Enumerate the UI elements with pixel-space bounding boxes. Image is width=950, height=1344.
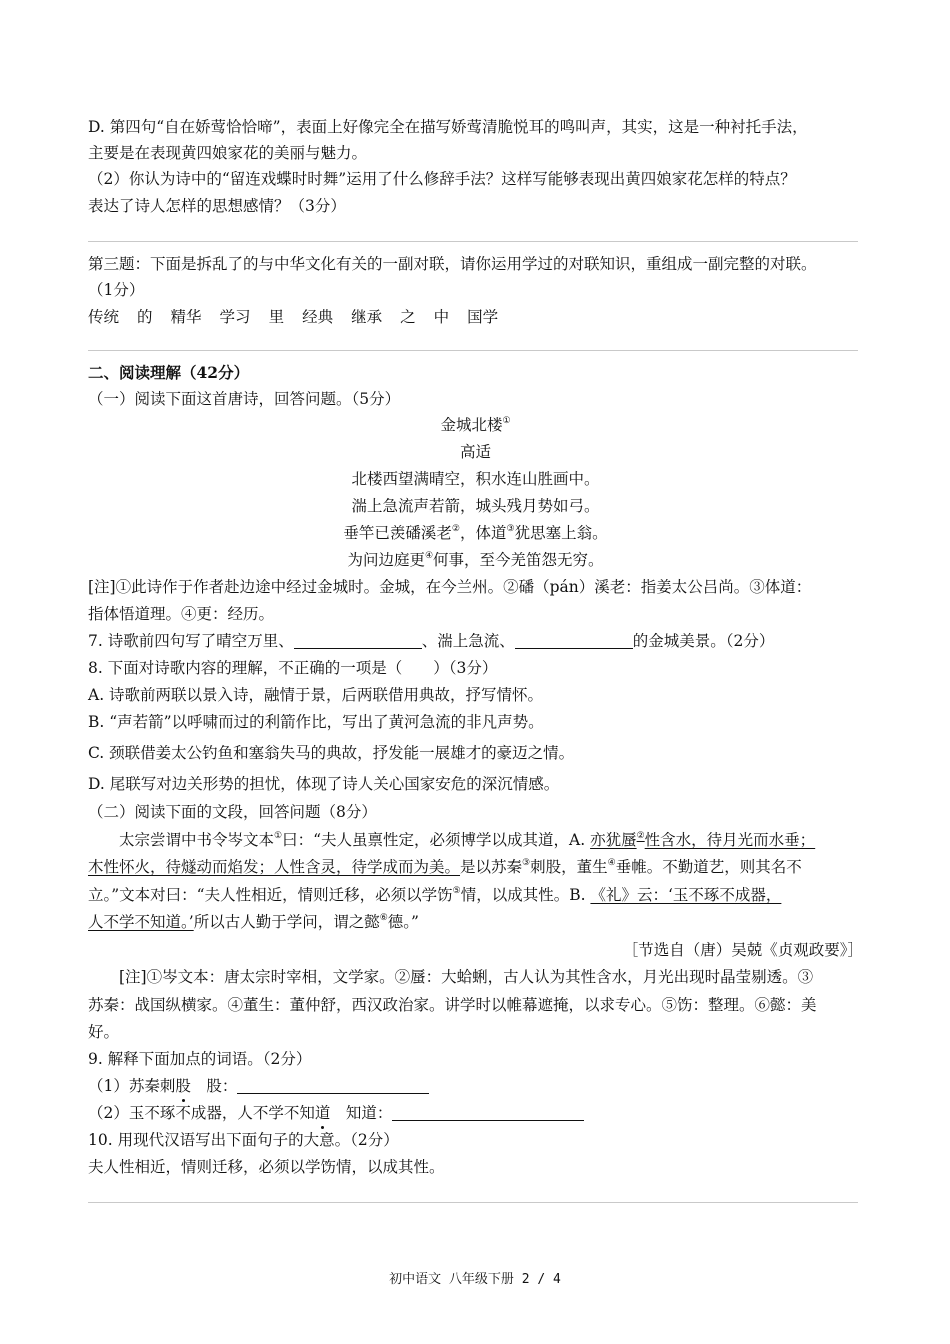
passage-note-line2: 苏秦：战国纵横家。④董生：董仲舒，西汉政治家。讲学时以帷幕遮掩，以求专心。⑤饬：整理。⑥懿：美 [88,996,817,1014]
couplet-word: 传统 [88,308,120,326]
couplet-word: 中 [433,308,450,326]
passage-line: 人不学不知道。’所以古人勤于学问，谓之懿⑥德。” [88,913,419,931]
couplet-word: 国学 [467,308,499,326]
q6-option-d-line1: D. 第四句“自在娇莺恰恰啼”，表面上好像完全在描写娇莺清脆悦耳的鸣叫声，其实，这是一种衬托手法， [88,118,808,136]
q9-item2: （2）玉不琢不成器，人不学不知道 知道： [88,1102,584,1124]
poem-note-line1: [注]①此诗作于作者赴边途中经过金城时。金城，在今兰州。②磻（pán）溪老：指姜太公吕尚。③体道： [88,578,812,596]
question-7: 7. 诗歌前四句写了晴空万里、 、湍上急流、 的金城美景。（2分） [88,632,775,650]
poem-title: 金城北楼① [440,416,511,434]
passage-line: 木性怀火，待燧动而焰发；人性含灵，待学成而为美。是以苏秦③刺股，董生④垂帷。不勤道艺，则其名不 [88,858,802,876]
question-10: 10. 用现代汉语写出下面句子的大意。（2分） [88,1131,399,1149]
section2-title: 二、阅读理解（42分） [88,363,250,382]
passage-note-line1: [注]①岑文本：唐太宗时宰相，文学家。②蜃：大蛤蜊，古人认为其性含水，月光出现时晶莹剔透。③ [119,968,814,986]
answer-line [88,1202,858,1203]
part2-intro: （二）阅读下面的文段，回答问题（8分） [88,803,377,821]
page-footer: 初中语文 八年级下册 2 / 4 [389,1272,561,1287]
answer-blank[interactable] [294,632,422,649]
passage-line: 太宗尝谓中书令岑文本①曰：“夫人虽禀性定，必须博学以成其道，A. 亦犹蜃②性含水，待月光而水垂； [119,831,816,849]
poem-author: 高适 [459,443,491,461]
part3-prompt-line1: 第三题：下面是拆乱了的与中华文化有关的一副对联，请你运用学过的对联知识，重组成一副完整的对联。 [88,255,817,273]
q9-item1: （1）苏秦刺股 股： [88,1075,429,1097]
answer-blank[interactable] [392,1104,584,1121]
couplet-word: 之 [400,308,416,326]
couplet-word: 精华 [170,308,202,326]
couplet-word: 经典 [302,308,334,326]
poem-line: 为问边庭更④何事，至今羌笛怨无穷。 [347,551,604,569]
couplet-word-list [88,306,516,328]
answer-blank[interactable] [237,1077,429,1094]
q6-sub2-line2: 表达了诗人怎样的思想感情？（3分） [88,197,346,215]
poem-note-line2: 指体悟道理。④更：经历。 [88,605,275,623]
poem-line: 北楼西望满晴空，积水连山胜画中。 [351,470,600,488]
poem-line: 垂竿已羡磻溪老②，体道③犹思塞上翁。 [343,524,608,542]
q8-option-d: D. 尾联写对边关形势的担忧，体现了诗人关心国家安危的深沉情感。 [88,775,560,793]
passage-line: 立。”文本对曰：“夫人性相近，情则迁移，必须以学饬⑤情，以成其性。B. 《礼》云：‘玉不琢不成器， [88,886,782,904]
q8-option-c: C. 颈联借姜太公钓鱼和塞翁失马的典故，抒发能一展雄才的豪迈之情。 [88,744,575,762]
question-9: 9. 解释下面加点的词语。（2分） [88,1050,312,1068]
question-8: 8. 下面对诗歌内容的理解，不正确的一项是（ ）（3分） [88,659,498,677]
passage-source: ［节选自（唐）吴兢《贞观政要》］ [622,941,863,959]
answer-blank[interactable] [515,632,633,649]
poem-line: 湍上急流声若箭，城头残月势如弓。 [351,497,600,515]
q6-sub2-line1: （2）你认为诗中的“留连戏蝶时时舞”运用了什么修辞手法？这样写能够表现出黄四娘家花怎样的特点？ [88,170,796,188]
emphasis-dot-char: 道 [314,1104,331,1122]
part3-prompt-line2: （1分） [88,281,145,299]
couplet-word: 的 [137,308,153,326]
q10-sentence: 夫人性相近，情则迁移，必须以学饬情，以成其性。 [88,1158,445,1176]
couplet-word: 继承 [351,308,383,326]
answer-line [88,350,858,351]
couplet-word: 里 [268,308,285,326]
part1-intro: （一）阅读下面这首唐诗，回答问题。（5分） [88,390,401,408]
passage-note-line3: 好。 [88,1023,120,1041]
q8-option-b: B. “声若箭”以呼啸而过的利箭作比，写出了黄河急流的非凡声势。 [88,713,544,731]
couplet-word: 学习 [219,308,251,326]
emphasis-dot-char: 股 [175,1077,191,1095]
q8-option-a: A. 诗歌前两联以景入诗，融情于景，后两联借用典故，抒写情怀。 [88,686,544,704]
q6-option-d-line2: 主要是在表现黄四娘家花的美丽与魅力。 [88,144,368,162]
answer-line [88,241,858,242]
